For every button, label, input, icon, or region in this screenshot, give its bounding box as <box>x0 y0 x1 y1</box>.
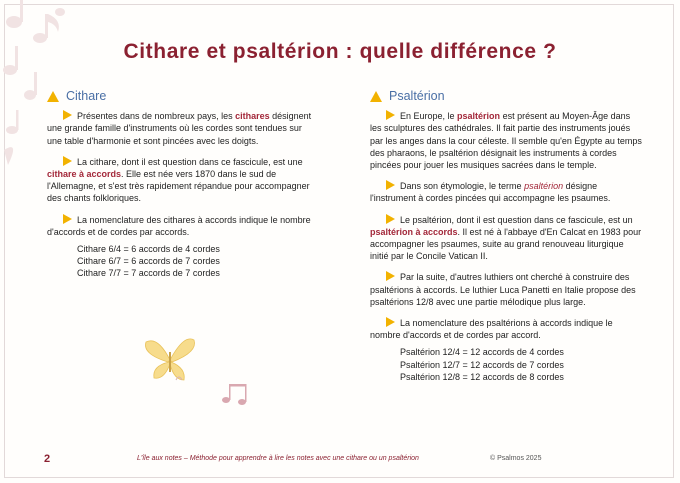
arrow-bullet-icon <box>63 214 72 224</box>
text-span: est présent au Moyen-Âge dans les sculptures des cathédrales. Il fait partie des instruments joués par les anges dans la cour céleste. Il semble qu'en Égypte au temps des pharaons, le psaltérion désignait les instruments à cordes pincées pour jouer les musiques sacrées dans le temple. <box>370 111 642 171</box>
butterfly-icon <box>140 330 200 390</box>
text-span: Le psaltérion, dont il est question dans ce fascicule, est un <box>400 214 633 225</box>
page-title: Cithare et psaltérion : quelle différence ? <box>123 40 557 63</box>
arrow-bullet-icon <box>386 180 395 190</box>
psalterion-paragraph-1 <box>370 110 642 171</box>
arrow-bullet-icon <box>63 156 72 166</box>
text-span: désigne l'instrument à cordes pincées qui accompagne les psaumes. <box>370 181 611 204</box>
highlight-cithare-accords: cithare à accords <box>47 169 122 180</box>
page-footer <box>0 455 680 469</box>
psalterion-paragraph-2 <box>370 180 642 204</box>
text-span: En Europe, le <box>400 111 458 122</box>
list-item: Psaltérion 12/8 = 12 accords de 8 cordes <box>400 371 564 382</box>
text-span: désignent une grande famille d'instruments où les cordes sont tendues sur une table d'harmonie et sont pincées avec les doigts. <box>47 111 312 146</box>
arrow-bullet-icon <box>386 214 395 224</box>
cithare-paragraph-3 <box>47 214 317 238</box>
text-span: La nomenclature des cithares à accords indique le nombre d'accords et de cordes par accords. <box>47 214 311 237</box>
text-span: Dans son étymologie, le terme <box>400 181 525 192</box>
triangle-bullet-icon <box>370 91 382 102</box>
text-span: Par la suite, d'autres luthiers ont cherché à construire des psaltérions à accords. Le luthier Luca Panetti en Italie propose des psaltérions 12/8 avec une partie mélodique plus large. <box>370 272 636 307</box>
cithare-heading <box>47 90 317 102</box>
highlight-psalterion: psaltérion <box>457 111 501 122</box>
arrow-bullet-icon <box>386 271 395 281</box>
psalterion-list <box>400 346 642 383</box>
arrow-bullet-icon <box>386 317 395 327</box>
arrow-bullet-icon <box>386 110 395 120</box>
psalterion-paragraph-4 <box>370 271 642 308</box>
cithare-paragraph-1 <box>47 110 317 147</box>
music-notes-icon <box>218 378 258 408</box>
text-span: . Elle est née vers 1870 dans le sud de l'Allemagne, et s'est très rapidement répandue pour accompagner des chants folkloriques. <box>47 169 310 204</box>
list-item: Cithare 6/7 = 6 accords de 7 cordes <box>77 256 220 267</box>
list-item: Cithare 7/7 = 7 accords de 7 cordes <box>77 268 220 279</box>
footer-copyright: © Psalmos 2025 <box>490 455 542 462</box>
highlight-psalterion-accords: psaltérion à accords <box>370 226 458 237</box>
text-span: Présentes dans de nombreux pays, les <box>77 111 236 122</box>
page-number: 2 <box>44 453 51 465</box>
text-span: . Il est né à l'abbaye d'En Calcat en 1983 pour accompagner les psaumes, suite au grand renouveau liturgique initié par le Concile Vatican II. <box>370 226 642 262</box>
psalterion-heading <box>370 90 642 102</box>
text-span: La cithare, dont il est question dans ce fascicule, est une <box>77 156 303 167</box>
triangle-bullet-icon <box>47 91 59 102</box>
psalterion-heading-text: Psaltérion <box>389 89 445 103</box>
psalterion-column <box>370 90 642 383</box>
list-item: Psaltérion 12/7 = 12 accords de 7 cordes <box>400 359 564 370</box>
emphasis-psalterion: psaltérion <box>524 181 564 192</box>
highlight-cithares: cithares <box>235 111 270 122</box>
list-item: Cithare 6/4 = 6 accords de 4 cordes <box>77 244 220 255</box>
arrow-bullet-icon <box>63 110 72 120</box>
cithare-column <box>47 90 317 280</box>
cithare-heading-text: Cithare <box>66 89 107 103</box>
list-item: Psaltérion 12/4 = 12 accords de 4 cordes <box>400 347 564 358</box>
cithare-list <box>77 243 317 280</box>
text-span: La nomenclature des psaltérions à accords indique le nombre d'accords et de cordes par accord. <box>370 318 613 341</box>
footer-title: L'île aux notes – Méthode pour apprendre à lire les notes avec une cithare ou un psaltérion <box>137 455 419 462</box>
psalterion-paragraph-5 <box>370 317 642 341</box>
psalterion-paragraph-3 <box>370 214 642 263</box>
cithare-paragraph-2 <box>47 156 317 205</box>
